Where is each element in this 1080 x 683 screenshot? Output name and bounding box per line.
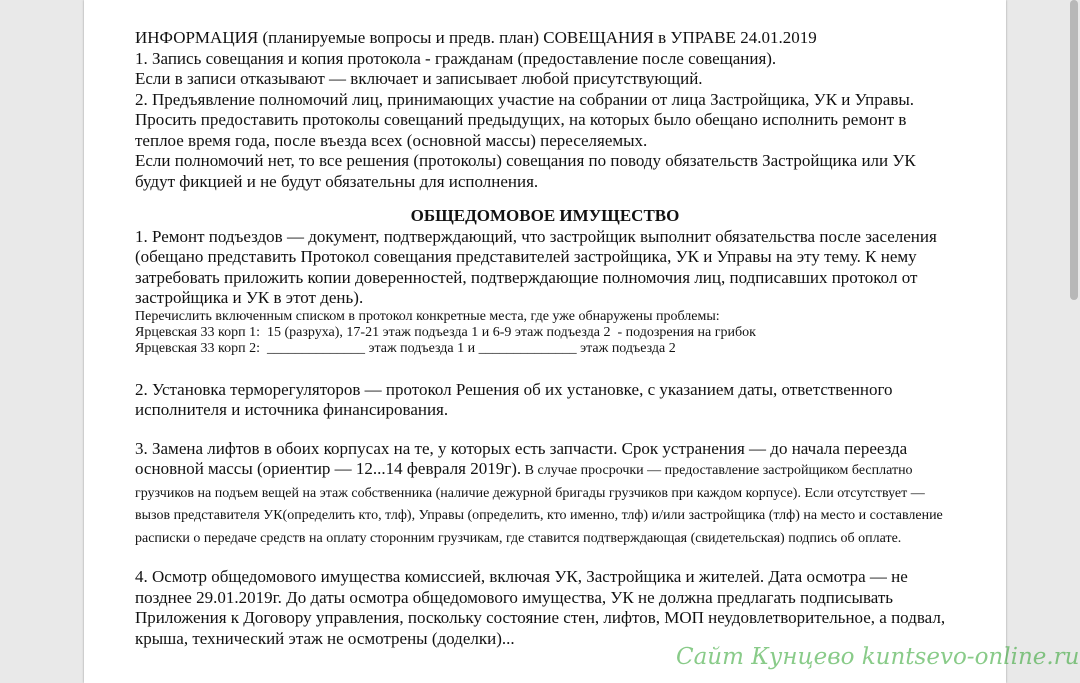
document-content (135, 28, 955, 649)
item-2: 2. Установка терморегуляторов — протокол Решения об их установке, с указанием даты, ответственного исполнителя и источника финансирования. (135, 379, 897, 419)
intro-paragraph-1: 1. Запись совещания и копия протокола - гражданам (предоставление после совещания). (135, 48, 777, 68)
item-1-line-b: Ярцевская 33 корп 2: ______________ этаж подъезда 1 и ______________ этаж подъезда 2 (135, 340, 676, 356)
item-4: 4. Осмотр общедомового имущества комиссией, включая УК, Застройщика и жителей. Дата осмотра — не позднее 29.01.2019г. До даты осмотра общедомового имущества, УК не должна предлагать подписывать Приложения к Договору управления, поскольку состояние стен, лифтов, МОП неудовлетворительное, а подвал, крыша, технический этаж не осмотрены (доделки)... (135, 567, 950, 648)
intro-paragraph-2: 2. Предъявление полномочий лиц, принимающих участие на собрании от лица Застройщика, УК и Управы. Просить предоставить протоколы совещаний предыдущих, на которых было обещано исполнить ремонт в теплое время года, после въезда всех (основной массы) переселяемых. (135, 89, 919, 150)
spacer (135, 549, 955, 567)
item-3-small: В случае просрочки — предоставление застройщиком бесплатно грузчиков на подъем вещей на этаж собственника (наличие дежурной бригады грузчиков при каждом корпусе). Если отсутствует — вызов представителя УК(определить кто, тлф), Управы (определить, кто именно, тлф) и/или застройщика (тлф) на место и составление расписки о передаче средств на оплату сторонним грузчикам, где ставится подтверждающая (свидетельская) подпись об оплате. (135, 463, 947, 546)
scrollbar-thumb[interactable] (1070, 0, 1078, 300)
item-1-note: Перечислить включенным списком в протокол конкретные места, где уже обнаружены проблемы: (135, 308, 720, 324)
section-heading: ОБЩЕДОМОВОЕ ИМУЩЕСТВО (410, 206, 680, 225)
document-page (84, 0, 1006, 683)
item-1-line-a: Ярцевская 33 корп 1: 15 (разруха), 17-21 этаж подъезда 1 и 6-9 этаж подъезда 2 - подозрения на грибок (135, 324, 756, 340)
item-3-main: 3. Замена лифтов в обоих корпусах на те, у которых есть запчасти. Срок устранения — до начала переезда основной массы (ориентир — 12...14 февраля 2019г). (135, 438, 912, 478)
item-1: 1. Ремонт подъездов — документ, подтверждающий, что застройщик выполнит обязательства после заселения (обещано представить Протокол совещания представителей застройщика, УК и Управы на эту тему. К нему затребовать приложить копии доверенностей, подтверждающие полномочия лиц, подписавших протокол от застройщика и УК в этот день). (135, 226, 942, 307)
spacer (135, 357, 955, 380)
intro-paragraph-1b: Если в записи отказывают — включает и записывает любой присутствующий. (135, 69, 703, 88)
item-3 (135, 439, 955, 550)
intro-paragraph-2b: Если полномочий нет, то все решения (протоколы) совещания по поводу обязательств Застройщика или УК будут фикцией и не будут обязательны для исполнения. (135, 151, 920, 191)
vertical-scrollbar[interactable] (1068, 0, 1080, 683)
spacer (135, 421, 955, 439)
spacer (135, 192, 955, 206)
watermark: Сайт Кунцево kuntsevo-online.ru (676, 644, 1080, 670)
intro-title: ИНФОРМАЦИЯ (планируемые вопросы и предв. план) СОВЕЩАНИЯ в УПРАВЕ 24.01.2019 (135, 28, 817, 47)
